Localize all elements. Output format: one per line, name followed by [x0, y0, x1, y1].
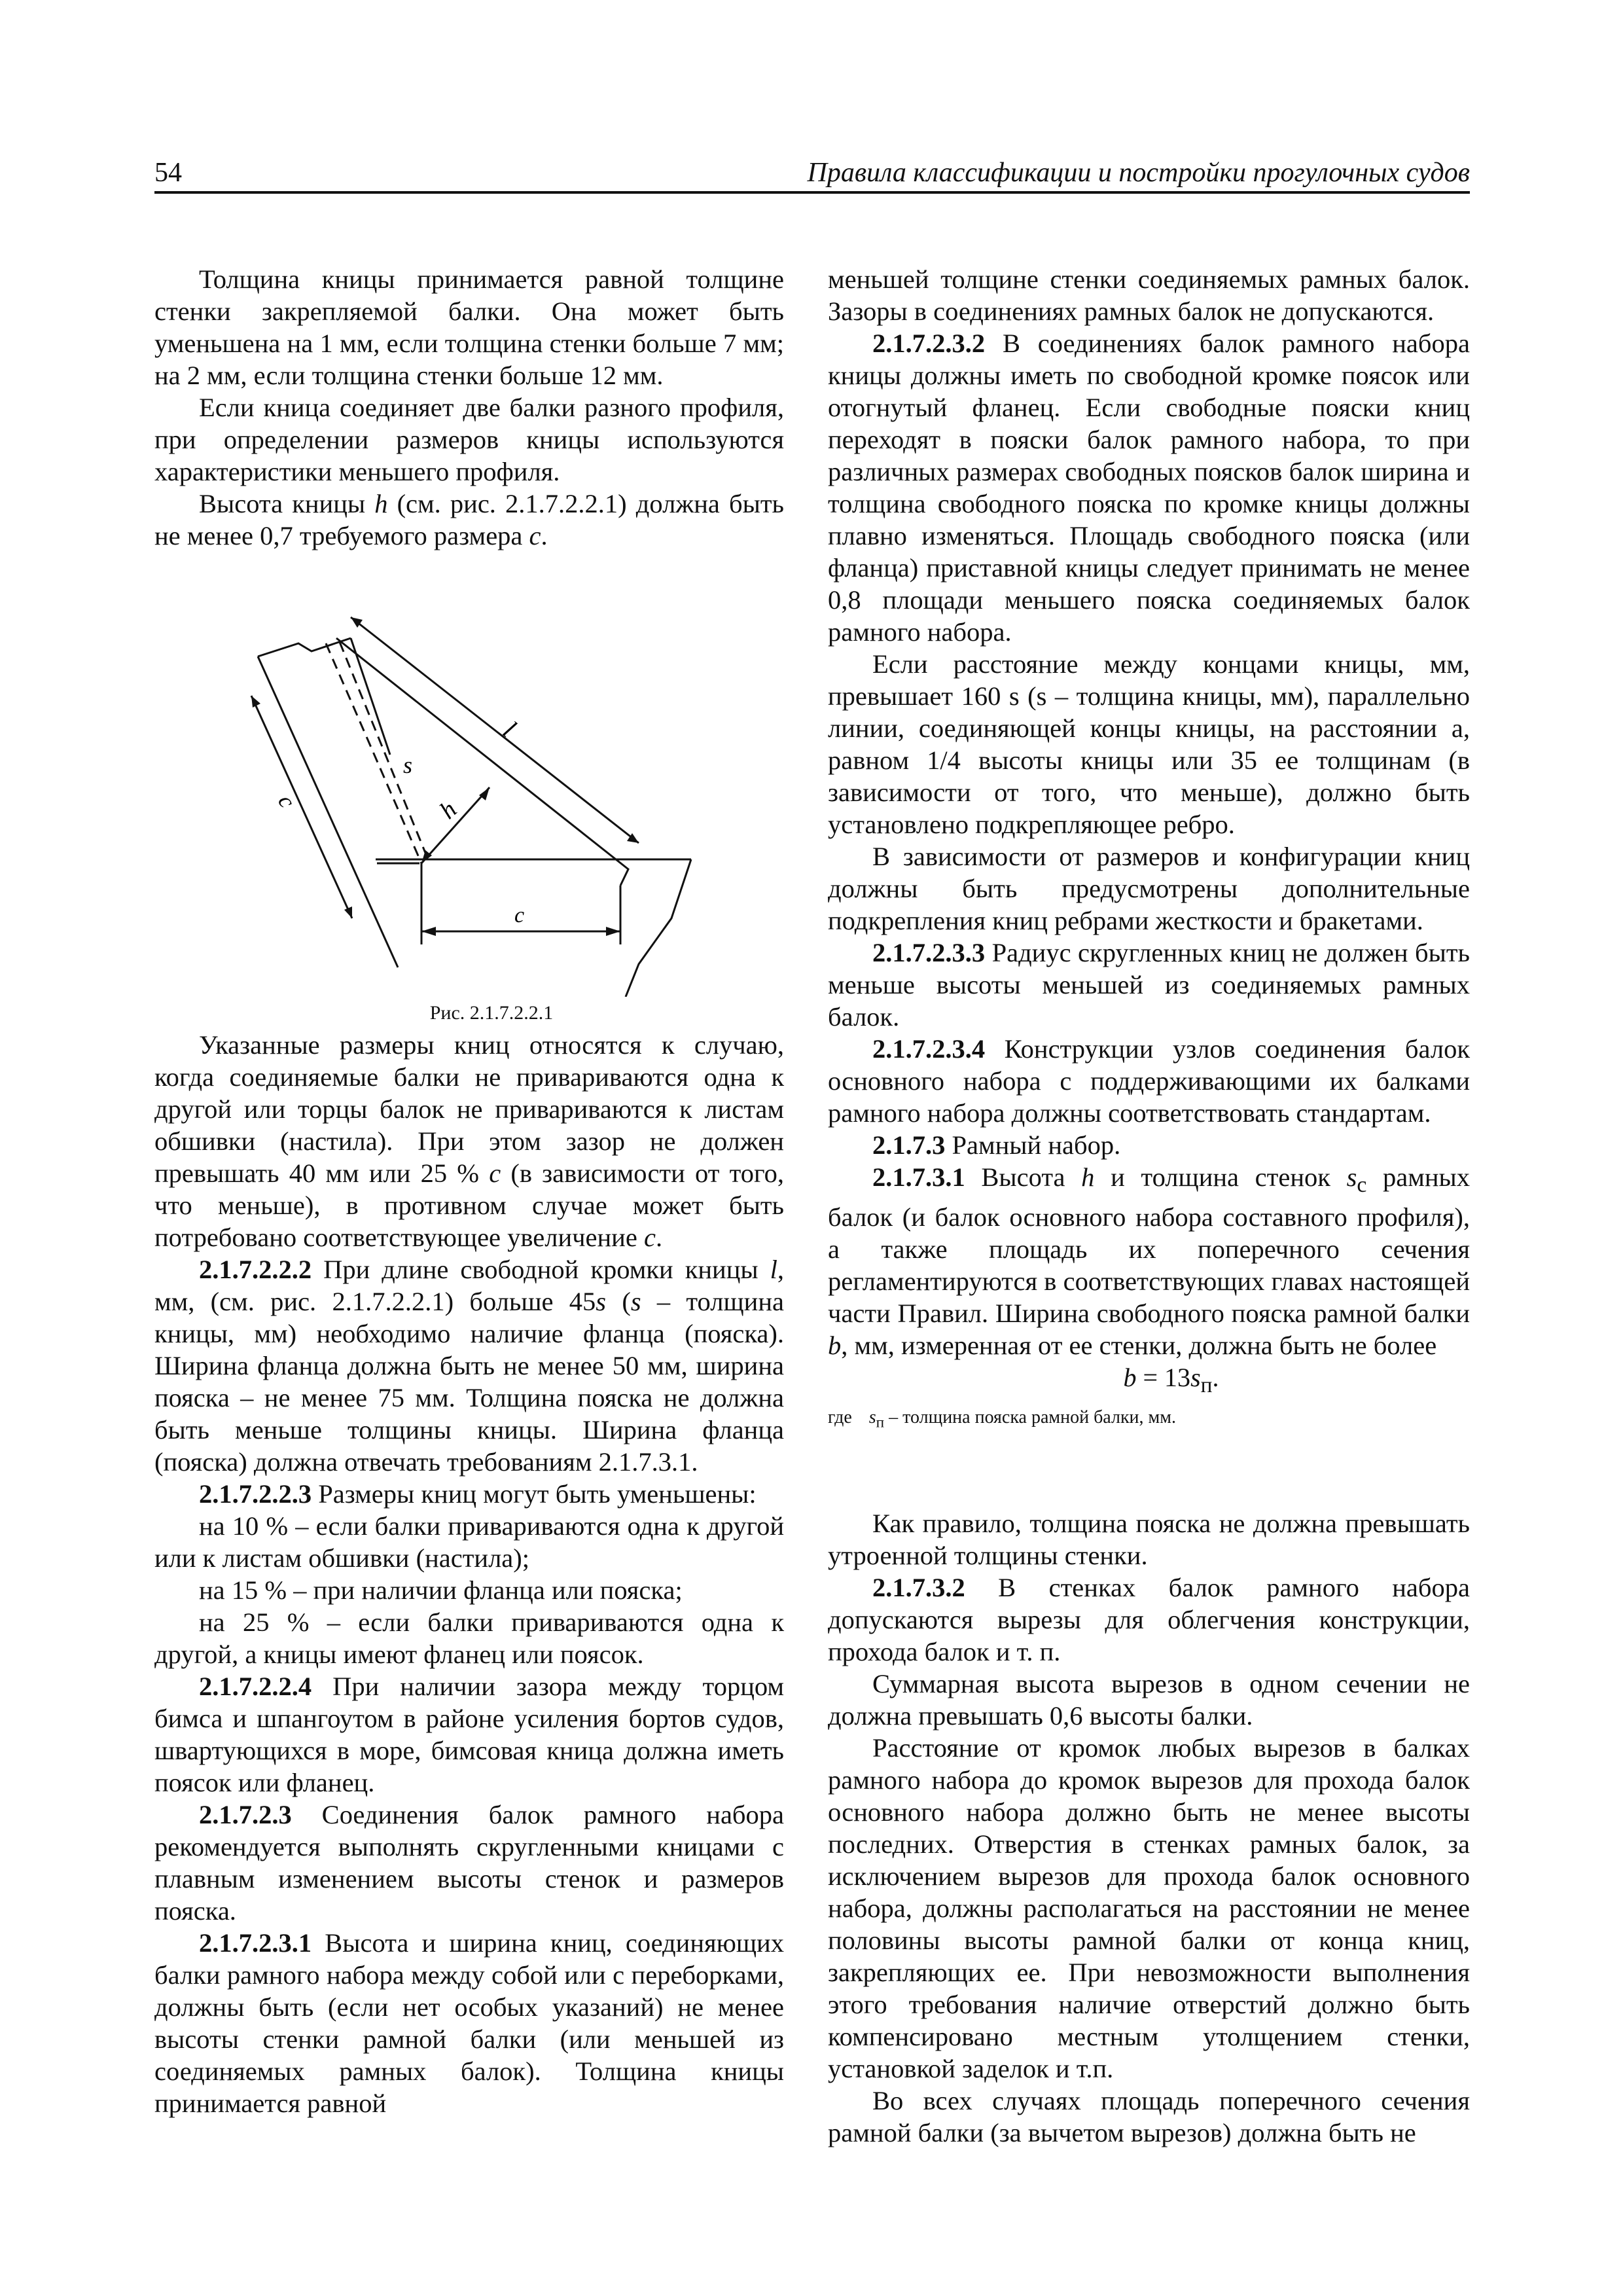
label-c-bottom: c [514, 903, 525, 927]
clause-2-1-7-2-2-3: 2.1.7.2.2.3 Размеры книц могут быть уменьшены: [199, 1479, 757, 1509]
dim-c-left [251, 696, 352, 918]
paragraph: Высота кницы h (см. рис. 2.1.7.2.2.1) должна быть не менее 0,7 требуемого размера c. [154, 489, 784, 550]
label-c-left: c [273, 790, 301, 812]
clause-2-1-7-2-2-2: 2.1.7.2.2.2 При длине свободной кромки кницы l, мм, (см. рис. 2.1.7.2.2.1) больше 45s (s – толщина кницы, мм) необходимо наличие фланца (пояска). Ширина фланца должна быть не менее 50 мм, ширина пояска – не менее 75 мм. Толщина пояска не должна быть меньше толщины кницы. Ширина фланца (пояска) должна отвечать требованиям 2.1.7.3.1. [154, 1255, 784, 1477]
beam-edge-inner [351, 638, 390, 755]
paragraph: Расстояние от кромок любых вырезов в балках рамного набора до кромок вырезов для прохода балок основного набора должно быть не менее высоты последних. Отверстия в стенках рамных балок, за исключением вырезов для прохода балок основного набора, должны располагаться на расстоянии не менее половины высоты рамной балки от конца книц, закрепляющих ее. При невозможности выполнения этого требования наличие отверстий должно быть компенсировано местным утолщением стенки, установкой заделок и т.п. [828, 1732, 1470, 2083]
paragraph: Как правило, толщина пояска не должна превышать утроенной толщины стенки. [828, 1508, 1470, 1570]
clause-2-1-7-2-3-2: 2.1.7.2.3.2 В соединениях балок рамного набора кницы должны иметь по свободной кромке поясок или отогнутый фланец. Если свободные пояски книц переходят в пояски балок рамного набора, то при различных размерах свободных поясков балок ширина и толщина свободного пояска по кромке кницы должны плавно изменяться. Площадь свободного пояска (или фланца) приставной кницы следует принимать не менее 0,8 площади меньшего пояска соединяемых балок рамного набора. [828, 329, 1470, 647]
paragraph: меньшей толщине стенки соединяемых рамных балок. Зазоры в соединениях рамных балок не допускаются. [828, 264, 1470, 326]
bracket-free-edge [336, 638, 628, 886]
page-number: 54 [154, 158, 182, 188]
clause-2-1-7-3: 2.1.7.3 Рамный набор. [872, 1130, 1121, 1160]
formula-legend: где $s_п$ – толщина пояска рамной балки, мм. [828, 1407, 1176, 1431]
paragraph: Если расстояние между концами кницы, мм, превышает 160 s (s – толщина кницы, мм), параллельно линии, соединяющей концы кницы, на расстоянии а, равном 1/4 высоты кницы или 35 ее толщинам (в зависимости от того, что меньше), должно быть установлено подкрепляющее ребро. [828, 649, 1470, 839]
paragraph: Указанные размеры книц относятся к случаю, когда соединяемые балки не привариваются одна к другой или торцы балок не привариваются к листам обшивки (настила). При этом зазор не должен превышать 40 мм или 25 % c (в зависимости от того, что меньше), в противном случае может быть потребовано соответствующее увеличение c. [154, 1030, 784, 1252]
clause-2-1-7-3-1: 2.1.7.3.1 Высота h и толщина стенок $s_c$ рамных балок (и балок основного набора составного профиля), а также площадь их поперечного сечения регламентируются в соответствующих главах настоящей части Правил. Ширина свободного пояска рамной балки b, мм, измеренная от ее стенки, должна быть не более [828, 1162, 1470, 1361]
break-line [258, 638, 351, 656]
break-line-right [626, 859, 691, 997]
paragraph: Во всех случаях площадь поперечного сечения рамной балки (за вычетом вырезов) должна быть не [828, 2085, 1470, 2147]
bracket-diagram [154, 578, 784, 997]
beam-edge [258, 656, 398, 967]
page-header [154, 152, 1470, 194]
right-column [828, 263, 1470, 2149]
left-column [154, 263, 784, 2119]
figure-caption: Рис. 2.1.7.2.2.1 [429, 1002, 554, 1024]
list-item: на 15 % – при наличии фланца или пояска; [199, 1575, 683, 1605]
label-l: l [497, 715, 522, 743]
dim-h [421, 787, 490, 863]
dim-l [351, 617, 639, 843]
label-h: h [434, 795, 463, 825]
label-s: s [403, 752, 413, 778]
paragraph: Если кница соединяет две балки разного профиля, при определении размеров кницы используются характеристики меньшего профиля. [154, 393, 784, 486]
clause-2-1-7-2-2-4: 2.1.7.2.2.4 При наличии зазора между торцом бимса и шпангоутом в районе усиления бортов судов, швартующихся в море, бимсовая кница должна иметь поясок или фланец. [154, 1672, 784, 1797]
list-item: на 10 % – если балки привариваются одна к другой или к листам обшивки (настила); [154, 1511, 784, 1573]
paragraph: Суммарная высота вырезов в одном сечении не должна превышать 0,6 высоты балки. [828, 1668, 1470, 1731]
paragraph: Толщина кницы принимается равной толщине стенки закрепляемой балки. Она может быть уменьшена на 1 мм, если толщина стенки больше 7 мм; на 2 мм, если толщина стенки больше 12 мм. [154, 264, 784, 390]
formula: $b = 13s_п$. [1123, 1363, 1219, 1398]
clause-2-1-7-2-3-1: 2.1.7.2.3.1 Высота и ширина книц, соединяющих балки рамного набора между собой или с переборками, должны быть (если нет особых указаний) не менее высоты стенки рамной балки (или меньшей из соединяемых рамных балок). Толщина кницы принимается равной [154, 1928, 784, 2118]
clause-2-1-7-2-3: 2.1.7.2.3 Соединения балок рамного набора рекомендуется выполнять скругленными кницами с плавным изменением высоты стенок и размеров пояска. [154, 1800, 784, 1926]
running-title: Правила классификации и постройки прогулочных судов [807, 158, 1470, 188]
clause-2-1-7-2-3-3: 2.1.7.2.3.3 Радиус скругленных книц не должен быть меньше высоты меньшей из соединяемых рамных балок. [828, 938, 1470, 1031]
list-item: на 25 % – если балки привариваются одна к другой, а кницы имеют фланец или поясок. [154, 1607, 784, 1669]
bracket-figure [154, 578, 784, 997]
clause-2-1-7-3-2: 2.1.7.3.2 В стенках балок рамного набора допускаются вырезы для облегчения конструкции, прохода балок и т. п. [828, 1572, 1470, 1666]
paragraph: В зависимости от размеров и конфигурации книц должны быть предусмотрены дополнительные подкрепления книц ребрами жесткости и бракетами. [828, 842, 1470, 935]
clause-2-1-7-2-3-4: 2.1.7.2.3.4 Конструкции узлов соединения балок основного набора с поддерживающими их балками рамного набора должны соответствовать стандартам. [828, 1034, 1470, 1128]
